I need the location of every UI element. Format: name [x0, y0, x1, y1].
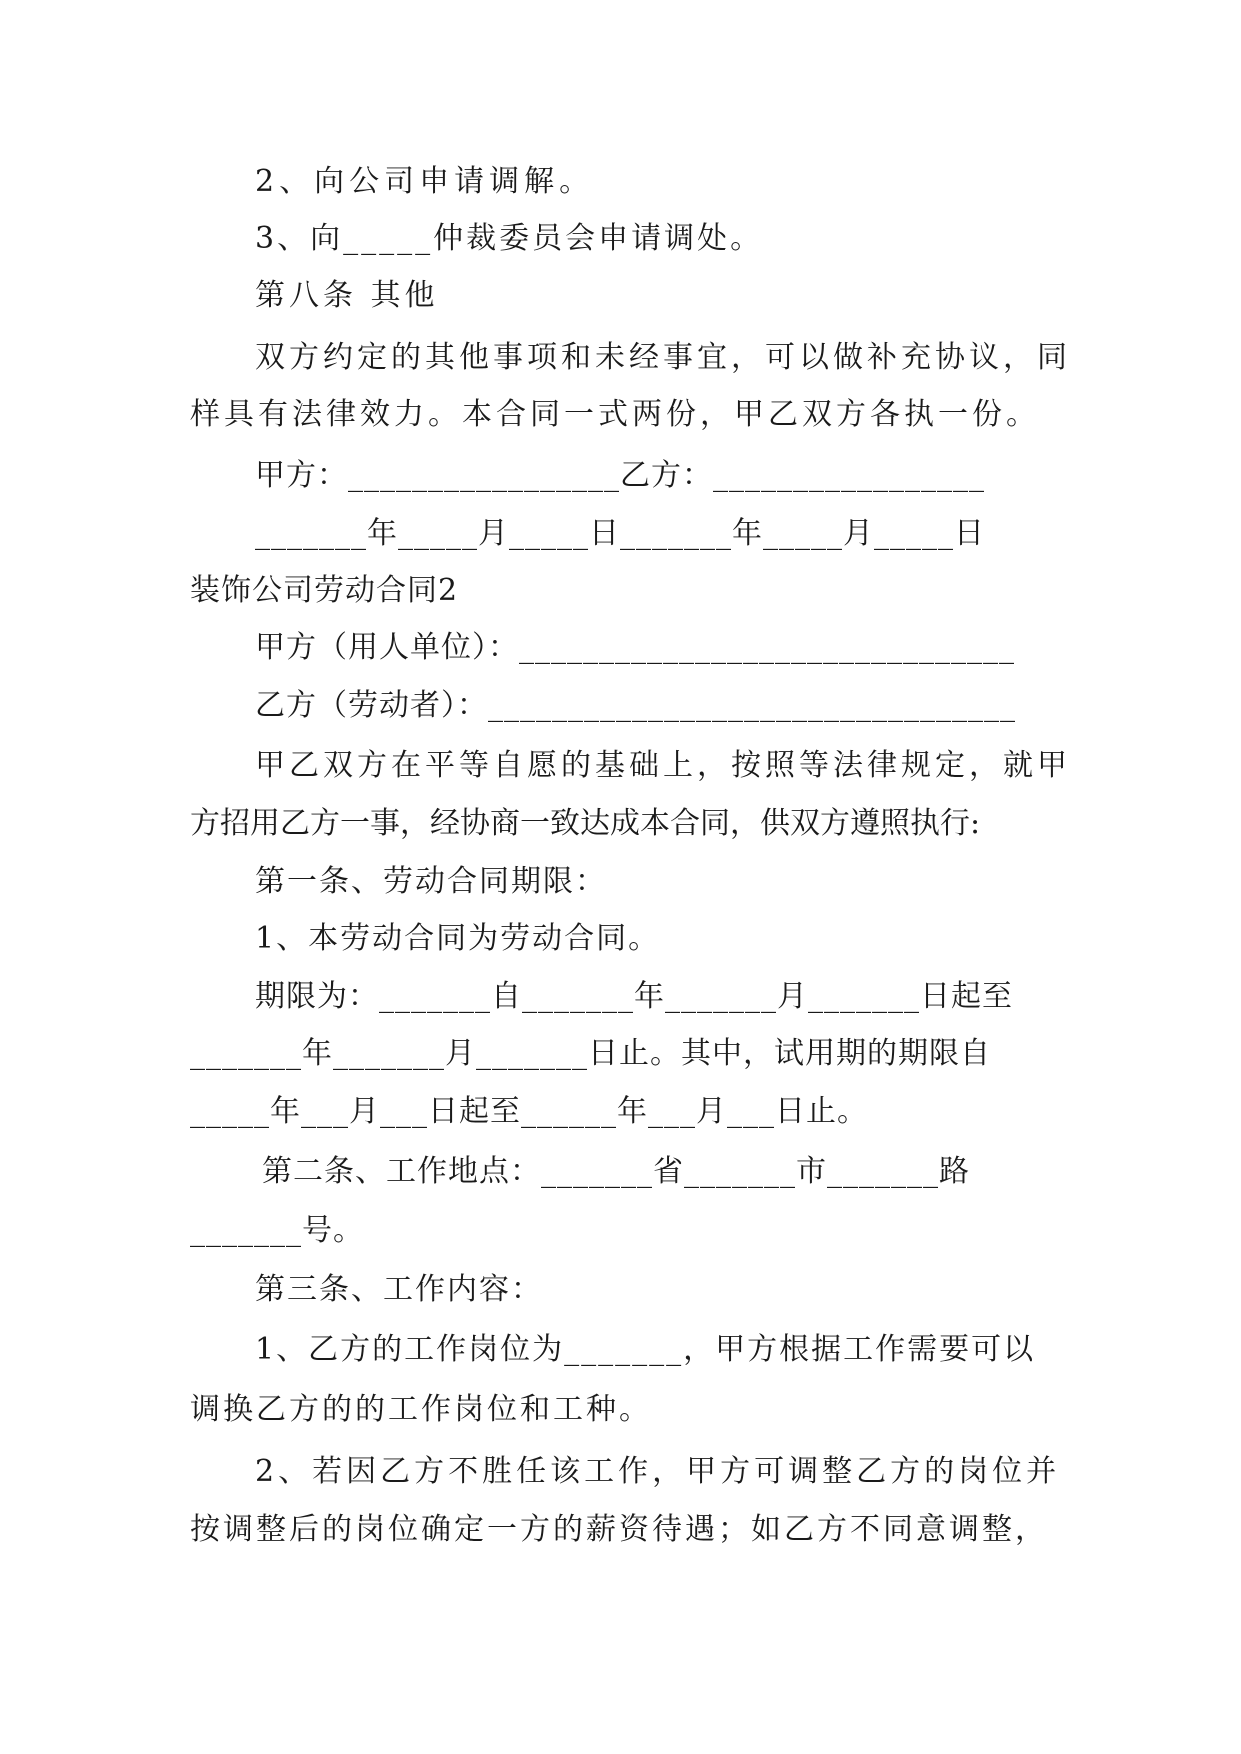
signature-line: 甲方：_________________乙方：_________________ [255, 458, 985, 493]
section-heading: 第二条、工作地点：_______省_______市_______路 [262, 1154, 970, 1189]
date-line: _______年_____月_____日_______年_____月_____日 [255, 516, 985, 551]
text-line: 3、向_____仲裁委员会申请调处。 [255, 221, 764, 256]
section-heading: 第八条 其他 [255, 278, 439, 313]
text-line: _______年_______月_______日止。其中，试用期的期限自 [190, 1036, 991, 1071]
text-line: 乙方（劳动者）：_________________________________ [255, 688, 1016, 723]
text-line: 甲乙双方在平等自愿的基础上，按照等法律规定，就甲 [255, 748, 1071, 783]
text-line: 2、向公司申请调解。 [255, 164, 595, 199]
text-line: 1、乙方的工作岗位为_______，甲方根据工作需要可以 [255, 1332, 1036, 1367]
text-line: _______号。 [190, 1213, 364, 1248]
text-line: _____年___月___日起至______年___月___日止。 [190, 1094, 868, 1129]
text-line: 调换乙方的的工作岗位和工种。 [190, 1392, 652, 1427]
text-line: 样具有法律效力。本合同一式两份，甲乙双方各执一份。 [190, 397, 1040, 432]
text-line: 方招用乙方一事，经协商一致达成本合同，供双方遵照执行: [190, 806, 981, 841]
text-line: 期限为：_______自_______年_______月_______日起至 [255, 979, 1013, 1014]
document-title: 装饰公司劳动合同2 [190, 573, 459, 608]
text-line: 双方约定的其他事项和未经事宜，可以做补充协议，同 [255, 340, 1071, 375]
text-line: 1、本劳动合同为劳动合同。 [255, 921, 661, 956]
text-line: 按调整后的岗位确定一方的薪资待遇；如乙方不同意调整， [190, 1512, 1048, 1547]
section-heading: 第一条、劳动合同期限： [255, 864, 607, 899]
text-line: 2、若因乙方不胜任该工作，甲方可调整乙方的岗位并 [255, 1454, 1061, 1489]
text-line: 甲方（用人单位）：_______________________________ [255, 630, 1015, 665]
section-heading: 第三条、工作内容： [255, 1272, 543, 1307]
